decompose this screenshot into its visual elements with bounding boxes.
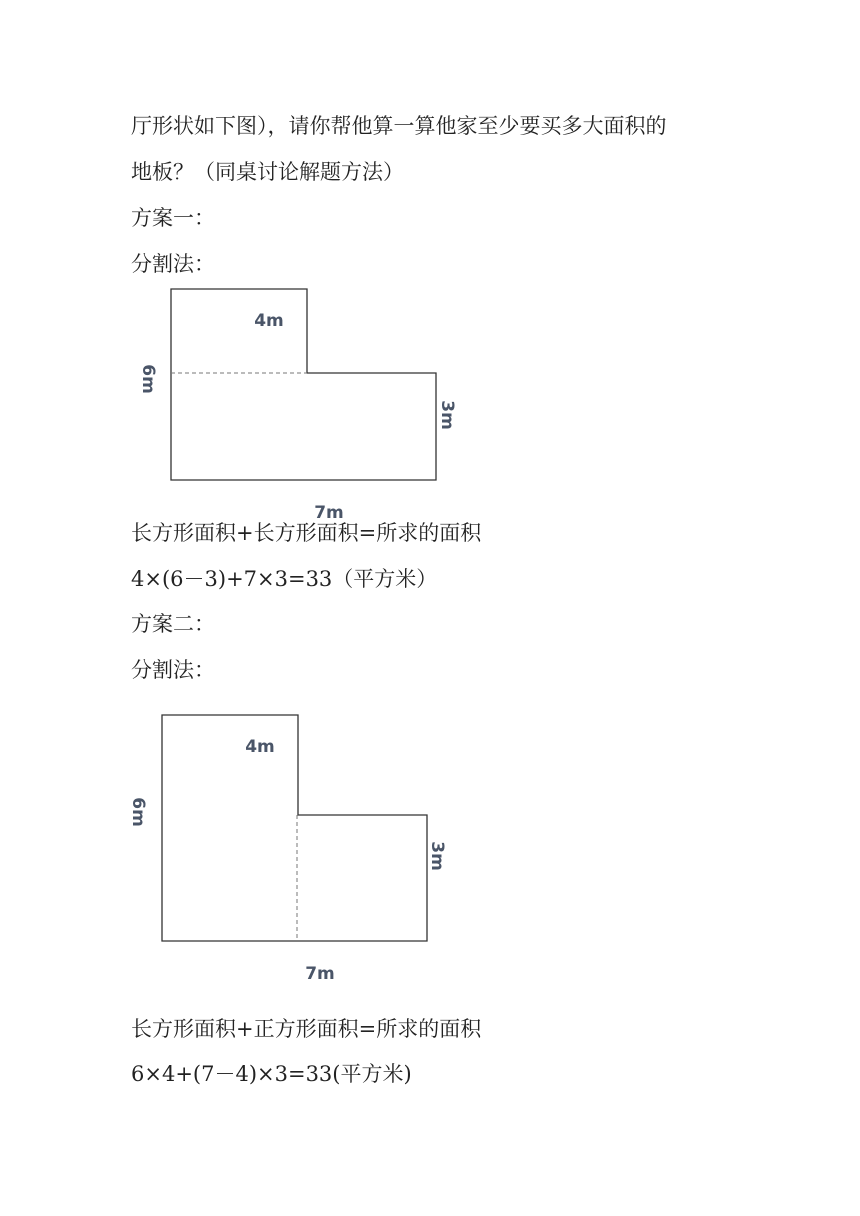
figure2-outline — [162, 715, 427, 941]
plan2-formula: 6×4+(7－4)×3=33(平方米) — [131, 1062, 412, 1086]
plan2-method: 分割法： — [131, 658, 215, 682]
figure1-outline — [171, 289, 436, 480]
plan2-title: 方案二： — [131, 612, 215, 636]
figure1-label-bottom: 7m — [314, 503, 344, 523]
l-shape-figure-2 — [0, 700, 860, 990]
plan2-formula-words: 长方形面积+正方形面积=所求的面积 — [131, 1017, 482, 1041]
plan1-formula: 4×(6－3)+7×3=33（平方米） — [131, 567, 438, 591]
plan1-title: 方案一： — [131, 206, 215, 230]
figure2-label-right: 3m — [427, 841, 447, 871]
figure1-label-top: 4m — [254, 311, 284, 331]
figure1-label-right: 3m — [437, 400, 457, 430]
text-line-1: 厅形状如下图），请你帮他算一算他家至少要买多大面积的 — [131, 114, 667, 138]
plan1-formula-words: 长方形面积+长方形面积=所求的面积 — [131, 521, 482, 545]
figure2-label-left: 6m — [128, 797, 148, 827]
figure2-label-bottom: 7m — [305, 964, 335, 984]
text-line-2: 地板？（同桌讨论解题方法） — [131, 160, 404, 184]
figure1-label-left: 6m — [138, 364, 158, 394]
l-shape-figure-1 — [0, 280, 860, 525]
figure2-label-top: 4m — [245, 737, 275, 757]
plan1-method: 分割法： — [131, 252, 215, 276]
